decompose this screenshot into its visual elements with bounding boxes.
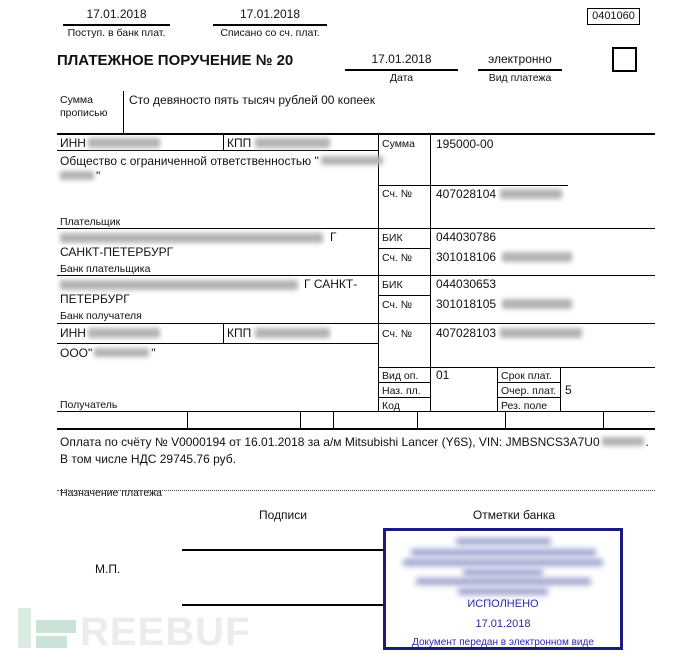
payer-name-redacted-1 [321, 156, 383, 165]
signature-line-2 [182, 604, 383, 606]
stamp-redacted-line [458, 588, 548, 595]
inn-kpp-divider-payer [223, 133, 224, 150]
bank-stamp [383, 528, 623, 650]
beneficiary-bank-name-suffix: Г САНКТ- [304, 277, 358, 291]
payer-account-label: Сч. № [382, 188, 413, 200]
table-top-border [57, 133, 655, 135]
payer-inn-redacted [88, 138, 160, 148]
payer-bank-city: САНКТ-ПЕТЕРБУРГ [60, 245, 174, 259]
beneficiary-bank-account: 301018105 [436, 297, 497, 311]
payee-section-line [57, 411, 655, 412]
purpose-text-after: . В том числе НДС 29745.76 руб. [60, 435, 649, 466]
received-date-line [63, 24, 170, 26]
priority-label: Очер. плат. [501, 385, 557, 397]
stamp-redacted-line [403, 559, 603, 566]
debited-date-label: Списано со сч. плат. [220, 27, 320, 39]
stamp-status: ИСПОЛНЕНО [467, 598, 539, 610]
signatures-label: Подписи [259, 508, 307, 522]
payee-name-redacted [94, 348, 149, 357]
payer-name-close-quote: " [96, 169, 101, 183]
code-row-divider [603, 411, 604, 428]
payer-bank-account-redacted [502, 252, 572, 262]
beneficiary-bank-account-redacted [502, 299, 572, 309]
bank-marks-label: Отметки банка [472, 508, 556, 522]
doc-date-value: 17.01.2018 [371, 52, 432, 66]
bik-account-divider-1 [378, 248, 430, 249]
payee-name-prefix: ООО" [60, 346, 93, 360]
code-row-divider [333, 411, 334, 428]
amount-words-divider [123, 91, 124, 133]
payee-account-redacted [500, 328, 582, 338]
pay-term-label: Срок плат. [501, 370, 552, 382]
document-title: ПЛАТЕЖНОЕ ПОРУЧЕНИЕ № 20 [57, 52, 294, 69]
status-checkbox [612, 47, 637, 72]
watermark-text: REEBUF [80, 610, 251, 654]
term-row-line-2 [497, 397, 560, 398]
form-code-box: 0401060 [587, 8, 640, 25]
watermark-logo-f-bottom [36, 636, 67, 648]
payee-account: 407028103 [436, 326, 497, 340]
payer-name-redacted-2 [60, 171, 94, 180]
beneficiary-bank-name-redacted [60, 280, 298, 290]
payer-kpp-redacted [255, 138, 330, 148]
opkind-top-line [378, 367, 655, 368]
stamp-note: Документ передан в электронном виде [412, 637, 594, 648]
payer-name-line1: Общество с ограниченной ответственностью " [60, 154, 319, 168]
stamp-redacted-line [463, 569, 543, 576]
term-col-right-divider [560, 367, 561, 411]
purpose-text-before: Оплата по счёту № V0000194 от 16.01.2018 за а/м Mitsubishi Lancer (Y6S), VIN: JMBSNCS3A7U0 [60, 435, 600, 449]
payee-account-label: Сч. № [382, 328, 413, 340]
payer-kpp-label: КПП [227, 136, 252, 150]
stamp-date: 17.01.2018 [475, 618, 531, 630]
payer-bank-section-label: Банк плательщика [60, 263, 151, 275]
opkind-row-line-1 [378, 382, 430, 383]
purpose-section-label: Назначение платежа [60, 487, 162, 499]
payer-account-value: 407028104 [436, 187, 497, 201]
term-row-line-1 [497, 382, 560, 383]
priority-value: 5 [565, 383, 572, 397]
doc-date-line [345, 69, 458, 71]
stamp-redacted-line [456, 538, 551, 545]
payer-bank-section-line [57, 275, 655, 276]
inn-row-underline-payee [57, 343, 378, 344]
debited-date-line [213, 24, 327, 26]
amount-value: 195000-00 [436, 137, 494, 151]
received-date-label: Поступ. в банк плат. [67, 27, 166, 39]
beneficiary-bank-section-label: Банк получателя [60, 310, 142, 322]
amount-label: Сумма [382, 138, 415, 150]
purpose-vin-redacted [602, 437, 644, 446]
code-row-divider [417, 411, 418, 428]
beneficiary-bank-bik-label: БИК [382, 279, 403, 291]
code-row-divider [505, 411, 506, 428]
beneficiary-bank-account-label: Сч. № [382, 299, 413, 311]
payee-inn-redacted [88, 328, 160, 338]
inn-row-underline-payer [57, 150, 378, 151]
payee-name-suffix: " [151, 346, 156, 360]
amount-words-value: Сто девяносто пять тысяч рублей 00 копеек [129, 93, 375, 107]
payee-kpp-redacted [255, 328, 330, 338]
code-row-divider [187, 411, 188, 428]
inn-kpp-divider-payee [223, 323, 224, 343]
term-col-left-divider [497, 367, 498, 411]
opkind-row-line-2 [378, 397, 430, 398]
bik-account-divider-2 [378, 295, 430, 296]
payer-bank-name-suffix: Г [330, 230, 337, 244]
op-kind-label: Вид оп. [382, 370, 419, 382]
table-bottom-border [57, 428, 655, 430]
doc-date-label: Дата [389, 72, 414, 84]
payment-kind-value: электронно [488, 52, 552, 66]
pay-purpose-label: Наз. пл. [382, 385, 421, 397]
payment-kind-line [478, 69, 562, 71]
payer-bank-account-label: Сч. № [382, 252, 413, 264]
code-row-divider [300, 411, 301, 428]
reserve-label: Рез. поле [501, 400, 548, 412]
stamp-redacted-line [411, 549, 596, 556]
payer-account-redacted [500, 189, 562, 199]
beneficiary-bank-section-line [57, 323, 655, 324]
main-column-divider [378, 133, 379, 411]
op-kind-value: 01 [436, 368, 450, 382]
purpose-text [60, 434, 658, 467]
beneficiary-bank-city: ПЕТЕРБУРГ [60, 292, 130, 306]
watermark-logo-f-top [36, 620, 76, 633]
amount-words-label-2: прописью [60, 107, 108, 119]
payment-kind-label: Вид платежа [488, 72, 552, 84]
payer-bank-name-redacted [60, 233, 323, 243]
amount-words-label-1: Сумма [60, 94, 93, 106]
payee-kpp-label: КПП [227, 326, 252, 340]
stamp-redacted-line [416, 578, 591, 585]
watermark-logo-bar [18, 608, 31, 648]
label-value-divider [430, 133, 431, 411]
stamp-place-label: М.П. [95, 562, 121, 576]
sum-account-divider [378, 185, 568, 186]
debited-date-value: 17.01.2018 [239, 7, 301, 21]
payee-inn-label: ИНН [60, 326, 86, 340]
code-label: Код [382, 400, 400, 412]
purpose-dotted-line [57, 490, 655, 491]
payee-section-label: Получатель [60, 399, 118, 411]
payer-bank-bik: 044030786 [436, 230, 497, 244]
received-date-value: 17.01.2018 [86, 7, 147, 21]
signature-line-1 [182, 549, 383, 551]
beneficiary-bank-bik: 044030653 [436, 277, 497, 291]
payer-bank-bik-label: БИК [382, 232, 403, 244]
payer-inn-label: ИНН [60, 136, 86, 150]
payer-bank-account: 301018106 [436, 250, 497, 264]
payer-section-line [57, 228, 655, 229]
payer-section-label: Плательщик [60, 216, 121, 228]
